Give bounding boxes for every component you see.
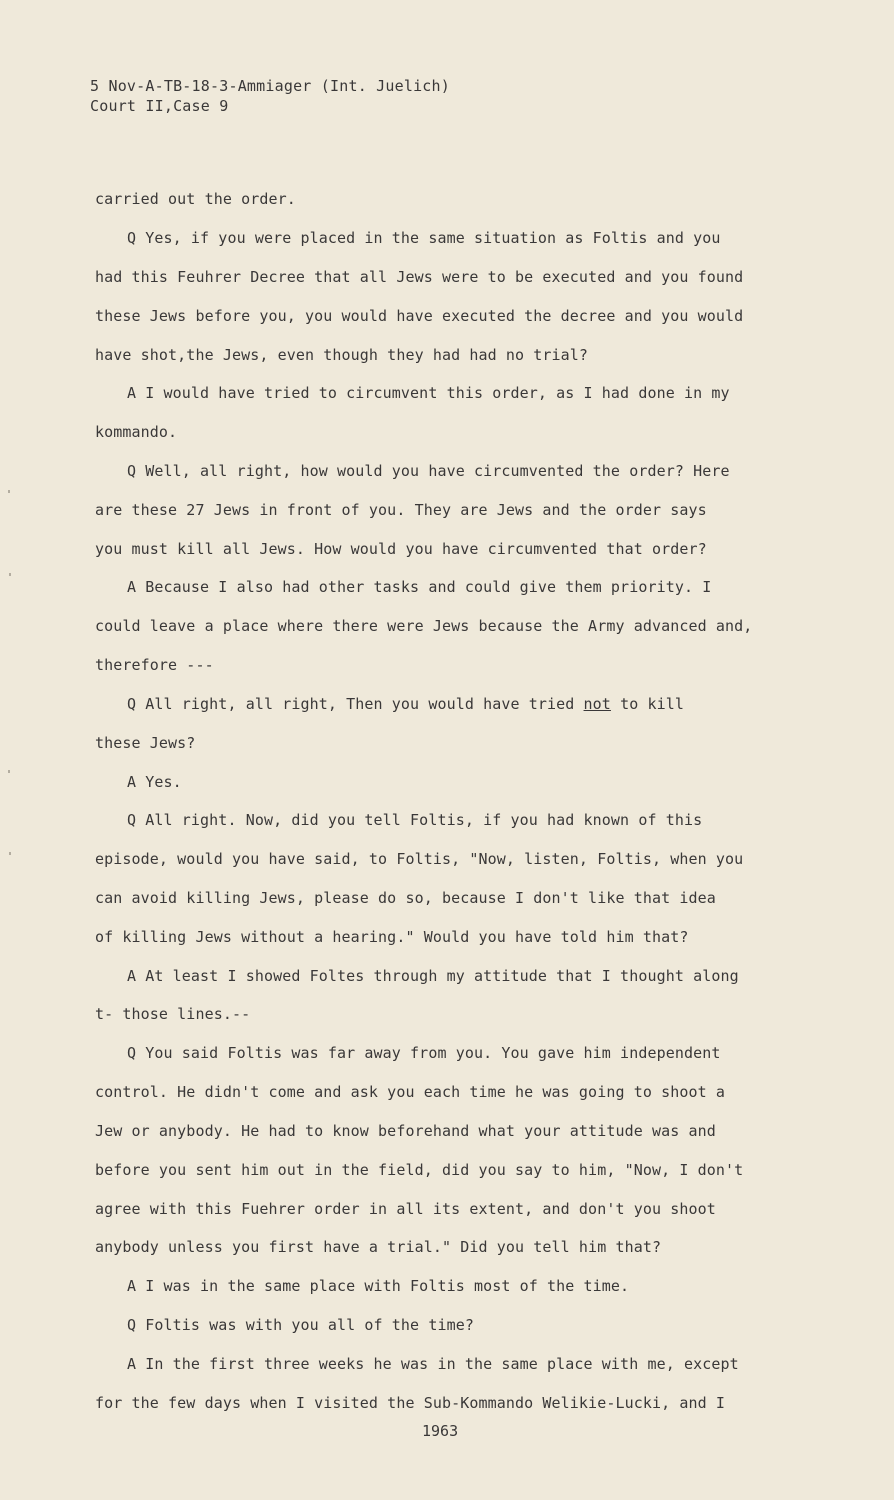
transcript-line: A I was in the same place with Foltis most of the time. (127, 1277, 630, 1295)
transcript-line: A At least I showed Foltes through my attitude that I thought along (127, 967, 739, 985)
transcript-line: before you sent him out in the field, did you say to him, "Now, I don't (95, 1161, 744, 1179)
header-court: Court II,Case 9 (90, 97, 229, 115)
transcript-line: Jew or anybody. He had to know beforehand what your attitude was and (95, 1122, 716, 1140)
transcript-line: Q All right. Now, did you tell Foltis, if you had known of this (127, 811, 703, 829)
paper-speck (8, 490, 10, 493)
transcript-line: A Because I also had other tasks and could give them priority. I (127, 578, 712, 596)
transcript-line: you must kill all Jews. How would you have circumvented that order? (95, 540, 707, 558)
underlined-word: not (583, 695, 611, 713)
transcript-line: Q Well, all right, how would you have circumvented the order? Here (127, 462, 730, 480)
header-reference: 5 Nov-A-TB-18-3-Ammiager (Int. Juelich) (90, 77, 450, 95)
transcript-line: these Jews before you, you would have executed the decree and you would (95, 307, 744, 325)
transcript-line: Q Yes, if you were placed in the same situation as Foltis and you (127, 229, 721, 247)
line-text: to kill (610, 695, 684, 713)
transcript-line: A I would have tried to circumvent this order, as I had done in my (127, 384, 730, 402)
transcript-line: could leave a place where there were Jews because the Army advanced and, (95, 617, 753, 635)
transcript-line: episode, would you have said, to Foltis, "Now, listen, Foltis, when you (95, 850, 744, 868)
transcript-line: for the few days when I visited the Sub-Kommando Welikie-Lucki, and I (95, 1394, 726, 1412)
transcript-line: therefore --- (95, 656, 214, 674)
line-text: Q All right, all right, Then you would have tried (127, 695, 584, 713)
paper-speck (8, 770, 10, 773)
transcript-line: these Jews? (95, 734, 196, 752)
transcript-line: Q You said Foltis was far away from you. You gave him independent (127, 1044, 721, 1062)
transcript-line: can avoid killing Jews, please do so, because I don't like that idea (95, 889, 716, 907)
transcript-line: carried out the order. (95, 190, 296, 208)
transcript-line: agree with this Fuehrer order in all its extent, and don't you shoot (95, 1200, 716, 1218)
transcript-line: have shot,the Jews, even though they had had no trial? (95, 346, 589, 364)
transcript-line: A In the first three weeks he was in the same place with me, except (127, 1355, 739, 1373)
transcript-line: of killing Jews without a hearing." Would you have told him that? (95, 928, 689, 946)
paper-speck (9, 573, 11, 576)
transcript-line: kommando. (95, 423, 178, 441)
page-number: 1963 (422, 1422, 459, 1440)
document-header (90, 76, 450, 116)
transcript-line: t- those lines.-- (95, 1005, 251, 1023)
transcript-line: had this Feuhrer Decree that all Jews were to be executed and you found (95, 268, 744, 286)
transcript-line (127, 695, 684, 713)
transcript-line: anybody unless you first have a trial." Did you tell him that? (95, 1238, 662, 1256)
paper-speck (9, 852, 11, 855)
transcript-line: Q Foltis was with you all of the time? (127, 1316, 474, 1334)
transcript-line: control. He didn't come and ask you each time he was going to shoot a (95, 1083, 726, 1101)
transcript-line: A Yes. (127, 773, 182, 791)
transcript-line: are these 27 Jews in front of you. They are Jews and the order says (95, 501, 707, 519)
